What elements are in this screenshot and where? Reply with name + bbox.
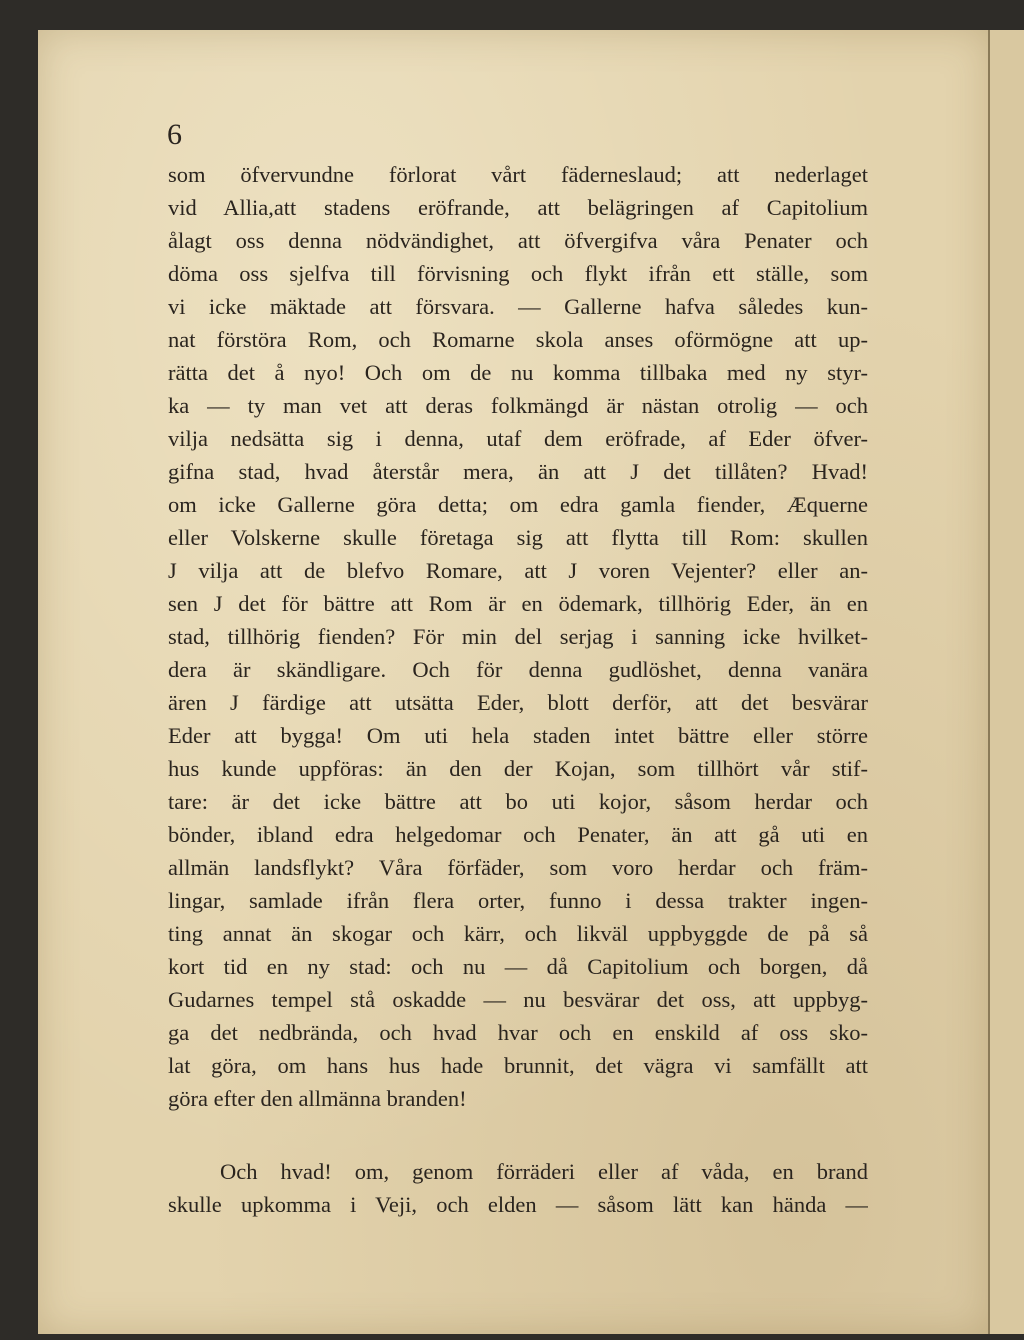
text-line: som öfvervundne förlorat vårt fäderneslaud; att nederlaget [168,162,868,187]
text-line: vilja nedsätta sig i denna, utaf dem eröfrade, af Eder öfver- [168,426,868,451]
text-line: Eder att bygga! Om uti hela staden intet bättre eller större [168,723,868,748]
text-line: stad, tillhörig fienden? För min del serjag i sanning icke hvilket- [168,624,868,649]
text-line: nat förstöra Rom, och Romarne skola anses oförmögne att up- [168,327,868,352]
text-line: sen J det för bättre att Rom är en ödemark, tillhörig Eder, än en [168,591,868,616]
text-line: gifna stad, hvad återstår mera, än att J det tillåten? Hvad! [168,459,868,484]
text-line: lingar, samlade ifrån flera orter, funno i dessa trakter ingen- [168,888,868,913]
text-line: ären J färdige att utsätta Eder, blott derför, att det besvärar [168,690,868,715]
text-line: eller Volskerne skulle företaga sig att flytta till Rom: skullen [168,525,868,550]
text-line: allmän landsflykt? Våra förfäder, som voro herdar och främ- [168,855,868,880]
text-line: J vilja att de blefvo Romare, att J voren Vejenter? eller an- [168,558,868,583]
paragraph-1 [168,158,868,1115]
text-line: hus kunde uppföras: än den der Kojan, som tillhört vår stif- [168,756,868,781]
text-line: tare: är det icke bättre att bo uti kojor, såsom herdar och [168,789,868,814]
text-line: döma oss sjelfva till förvisning och flykt ifrån ett ställe, som [168,261,868,286]
text-line: lat göra, om hans hus hade brunnit, det vägra vi samfällt att [168,1053,868,1078]
body-text [168,158,868,1221]
text-line: bönder, ibland edra helgedomar och Penater, än att gå uti en [168,822,868,847]
text-line: dera är skändligare. Och för denna gudlöshet, denna vanära [168,657,868,682]
text-line: ga det nedbrända, och hvad hvar och en enskild af oss sko- [168,1020,868,1045]
facing-page-edge [988,30,1024,1334]
text-line: skulle upkomma i Veji, och elden — såsom lätt kan hända — [168,1192,868,1217]
text-line: vid Allia,att stadens eröfrande, att belägringen af Capitolium [168,195,868,220]
text-line: Och hvad! om, genom förräderi eller af våda, en brand [220,1159,868,1184]
text-line: göra efter den allmänna branden! [168,1086,467,1111]
paragraph-gap [168,1115,868,1155]
text-line: om icke Gallerne göra detta; om edra gamla fiender, Æquerne [168,492,868,517]
page-number: 6 [167,118,182,151]
text-line: ålagt oss denna nödvändighet, att öfvergifva våra Penater och [168,228,868,253]
text-line: ting annat än skogar och kärr, och likväl uppbyggde de på så [168,921,868,946]
text-line: Gudarnes tempel stå oskadde — nu besvärar det oss, att uppbyg- [168,987,868,1012]
text-line: vi icke mäktade att försvara. — Gallerne hafva således kun- [168,294,868,319]
text-line: kort tid en ny stad: och nu — då Capitolium och borgen, då [168,954,868,979]
text-line: rätta det å nyo! Och om de nu komma tillbaka med ny styr- [168,360,868,385]
text-line: ka — ty man vet att deras folkmängd är nästan otrolig — och [168,393,868,418]
paragraph-2 [168,1155,868,1221]
